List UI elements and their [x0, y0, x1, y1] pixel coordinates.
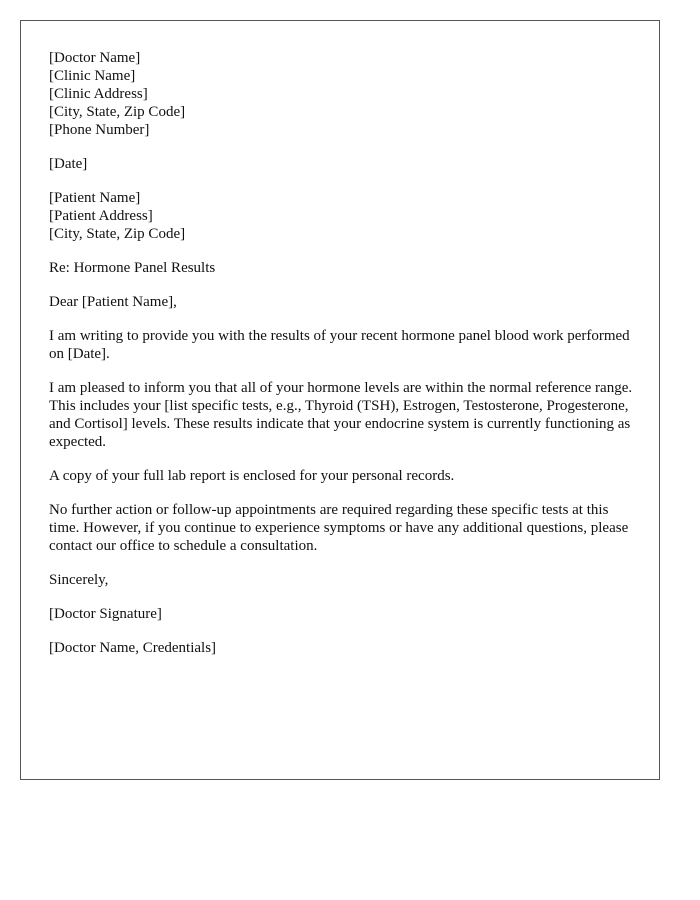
recipient-patient-name: [Patient Name]	[49, 190, 141, 206]
sender-phone: [Phone Number]	[49, 122, 150, 138]
letter-date: [Date]	[49, 156, 88, 172]
sender-clinic-address: [Clinic Address]	[49, 86, 148, 102]
salutation: Dear [Patient Name],	[49, 294, 177, 310]
sender-doctor-name: [Doctor Name]	[49, 50, 141, 66]
recipient-block	[49, 189, 639, 243]
body-paragraph-3: A copy of your full lab report is enclosed for your personal records.	[49, 468, 455, 484]
closing: Sincerely,	[49, 572, 109, 588]
date-block	[49, 155, 639, 173]
signoff-name: [Doctor Name, Credentials]	[49, 640, 217, 656]
sender-city-state-zip: [City, State, Zip Code]	[49, 104, 186, 120]
recipient-city-state-zip: [City, State, Zip Code]	[49, 226, 186, 242]
letter-page	[20, 20, 660, 780]
recipient-patient-address: [Patient Address]	[49, 208, 153, 224]
body-paragraph-4: No further action or follow-up appointments are required regarding these specific tests at this time. However, if you continue to experience symptoms or have any additional questions, please contact our office to schedule a consultation.	[49, 502, 629, 554]
subject-line: Re: Hormone Panel Results	[49, 260, 216, 276]
letter-content	[49, 49, 639, 673]
body-paragraph-2: I am pleased to inform you that all of your hormone levels are within the normal reference range. This includes your [list specific tests, e.g., Thyroid (TSH), Estrogen, Testosterone, Progesterone, and Cortisol] levels. These results indicate that your endocrine system is currently functioning as expected.	[49, 380, 633, 450]
sender-clinic-name: [Clinic Name]	[49, 68, 136, 84]
signature-placeholder: [Doctor Signature]	[49, 606, 162, 622]
sender-block	[49, 49, 639, 139]
body-paragraph-1: I am writing to provide you with the results of your recent hormone panel blood work performed on [Date].	[49, 328, 630, 362]
